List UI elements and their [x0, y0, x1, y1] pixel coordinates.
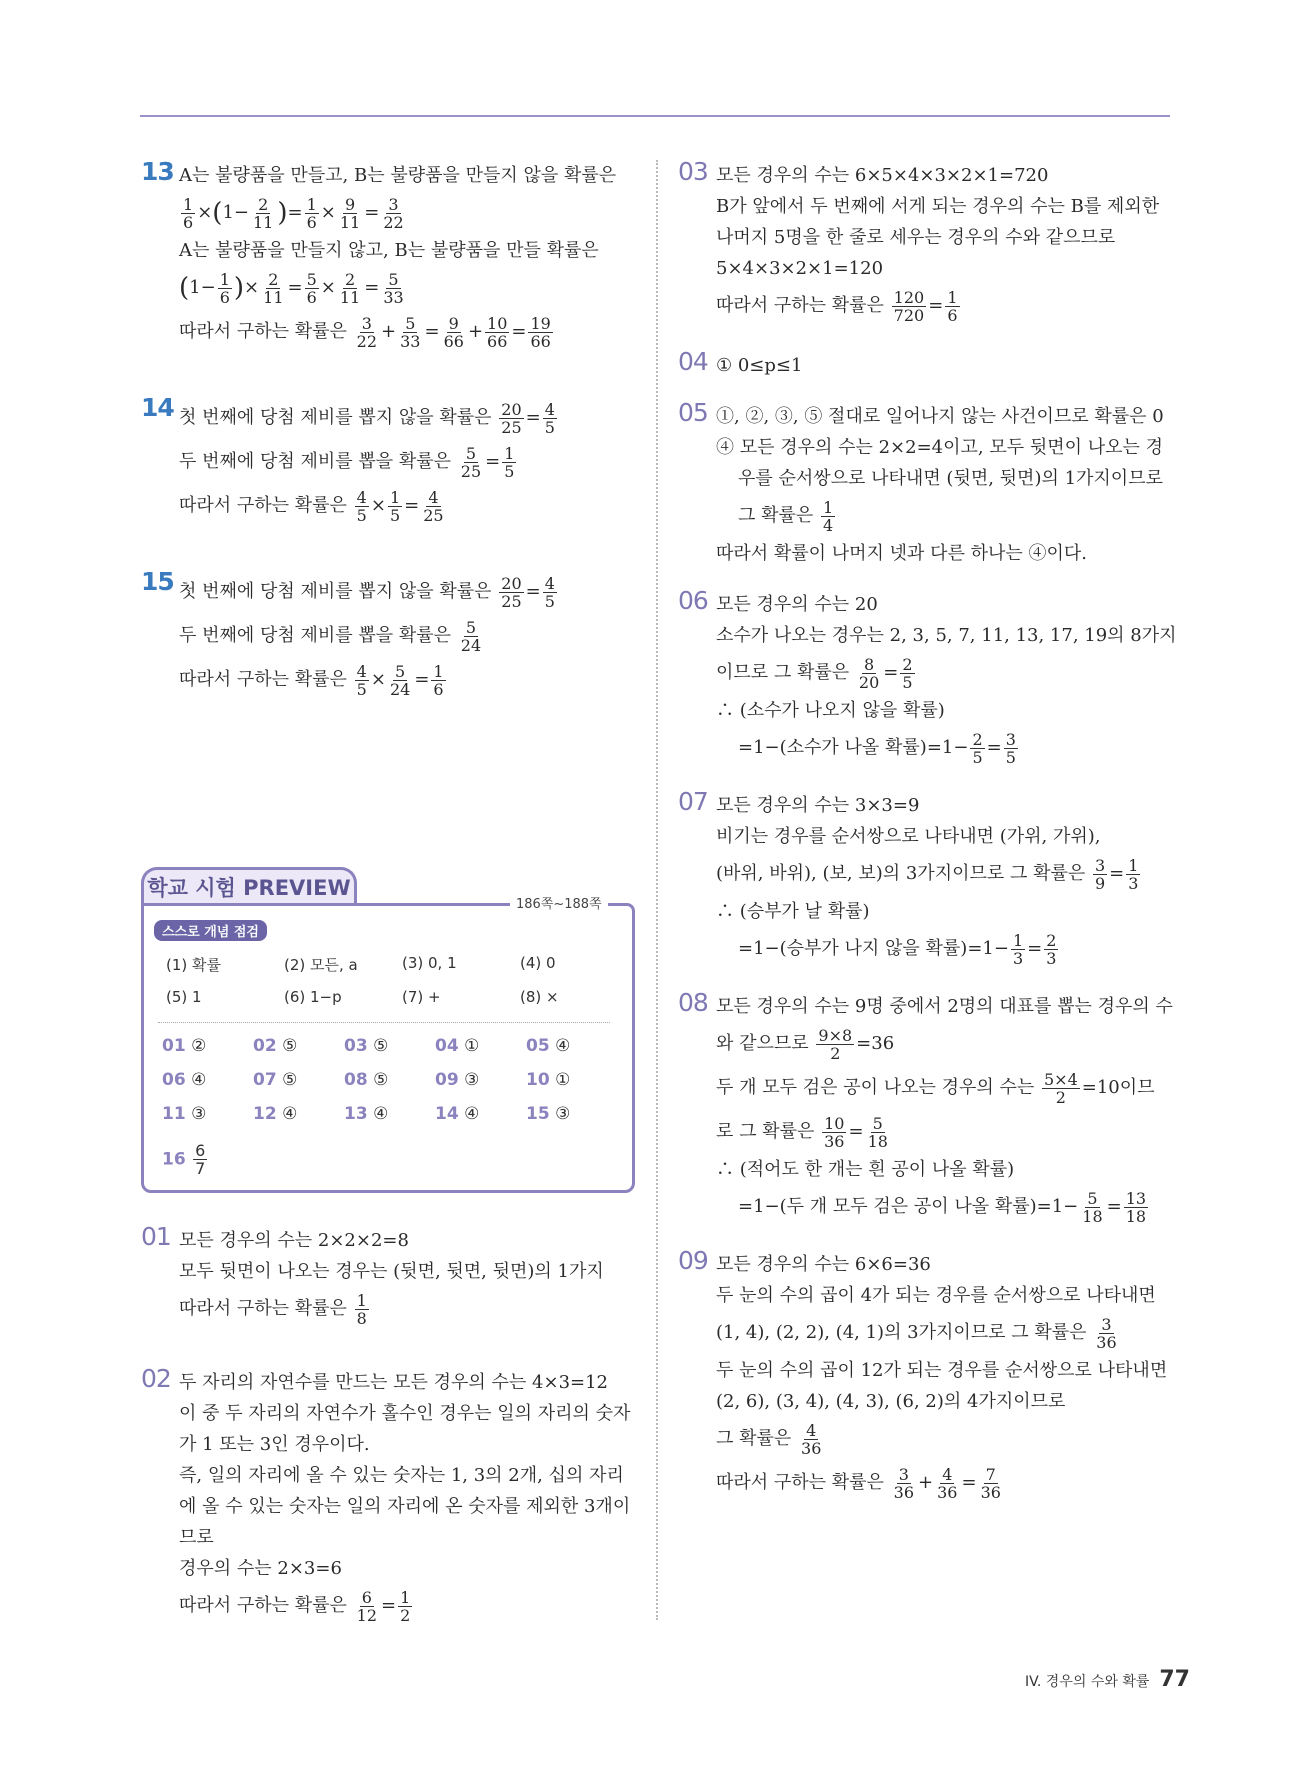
text-line: ∴ (승부가 날 확률) — [716, 901, 870, 922]
formula-line — [179, 614, 641, 658]
answer-choice: ⑤ — [282, 1036, 298, 1056]
answer-choice: ④ — [373, 1104, 389, 1124]
fraction: $\frac{5}{33}$ — [383, 269, 404, 307]
problem-07 — [678, 787, 1178, 971]
answer-number: 16 — [162, 1149, 186, 1170]
answer-number: 02 — [253, 1036, 277, 1056]
fraction: $\frac{1}{6}$ — [433, 661, 444, 699]
concept-item: (6) 1−p — [284, 988, 342, 1006]
formula-line — [716, 494, 1178, 538]
answer-number: 04 — [435, 1036, 459, 1056]
text-line: ∴ (소수가 나오지 않을 확률) — [716, 700, 945, 721]
problem-09 — [678, 1246, 1178, 1505]
text-span: 따라서 구하는 확률은 — [179, 321, 347, 342]
problem-number: 05 — [678, 398, 708, 427]
fraction: $\frac{2}{5}$ — [902, 654, 913, 692]
fraction: $\frac{10}{66}$ — [487, 313, 508, 351]
text-line: 두 자리의 자연수를 만드는 모든 경우의 수는 4×3=12 — [179, 1372, 609, 1393]
concept-item: (7) + — [402, 988, 441, 1006]
fraction: $\frac{3}{22}$ — [383, 194, 404, 232]
answer-item — [344, 1070, 388, 1090]
answer-item — [344, 1036, 388, 1056]
text-span: 그 확률은 — [716, 1428, 792, 1449]
problem-08 — [678, 988, 1178, 1229]
text-line: 므로 — [179, 1527, 214, 1548]
fraction: $\frac{3}{5}$ — [1005, 729, 1016, 767]
text-span: 따라서 구하는 확률은 — [179, 1298, 347, 1319]
text-line: 이 중 두 자리의 자연수가 홀수인 경우는 일의 자리의 숫자 — [179, 1403, 631, 1424]
fraction: $\frac{9\times 8}{2}$ — [818, 1025, 853, 1063]
answer-item — [526, 1070, 570, 1090]
fraction: $\frac{3}{9}$ — [1094, 855, 1106, 893]
concept-item: (5) 1 — [166, 988, 202, 1006]
fraction: $\frac{5}{25}$ — [460, 443, 482, 481]
answer-choice: ③ — [191, 1104, 207, 1124]
text-line: A는 불량품을 만들지 않고, B는 불량품을 만들 확률은 — [179, 240, 599, 261]
concept-item: (1) 확률 — [166, 956, 221, 974]
text-span: =1−(두 개 모두 검은 공이 나올 확률)=1− — [738, 1196, 1079, 1217]
text-line: ①, ②, ③, ⑤ 절대로 일어나지 않는 사건이므로 확률은 0 — [716, 406, 1164, 427]
fraction: $\frac{1}{6}$ — [219, 269, 230, 307]
problem-05 — [678, 398, 1178, 569]
concept-item: (4) 0 — [520, 954, 556, 972]
text-line: 두 눈의 수의 곱이 4가 되는 경우를 순서쌍으로 나타내면 — [716, 1285, 1156, 1306]
text-line: 가 1 또는 3인 경우이다. — [179, 1434, 370, 1455]
fraction: $\frac{120}{720}$ — [893, 287, 925, 325]
problem-number: 15 — [141, 567, 174, 596]
fraction: $\frac{7}{36}$ — [980, 1464, 1001, 1502]
text-span: =36 — [856, 1033, 895, 1054]
fraction: $\frac{4}{5}$ — [544, 399, 555, 437]
text-line: 소수가 나오는 경우는 2, 3, 5, 7, 11, 13, 17, 19의 8가지 — [716, 625, 1177, 646]
fraction: $\frac{9}{11}$ — [339, 194, 361, 232]
text-span: 두 번째에 당첨 제비를 뽑을 확률은 — [179, 625, 452, 646]
answer-number: 03 — [344, 1036, 368, 1056]
answer-number: 01 — [162, 1036, 186, 1056]
answer-item — [435, 1104, 479, 1124]
formula-line: 로 그 확률은 $\frac{10}{36}$ = $\frac{5}{18}$ — [716, 1113, 888, 1151]
formula-line: (바위, 바위), (보, 보)의 3가지이므로 그 확률은 $\frac{3}{9}$ = $\frac{1}{3}$ — [716, 855, 1139, 893]
answer-choice: ④ — [555, 1036, 571, 1056]
text-line: 모든 경우의 수는 2×2×2=8 — [179, 1230, 409, 1251]
answer-number: 13 — [344, 1104, 368, 1124]
header-rule — [140, 115, 1170, 117]
answer-choice: ① — [464, 1036, 480, 1056]
answer-number: 14 — [435, 1104, 459, 1124]
page-footer — [1025, 1667, 1190, 1692]
formula-line: 따라서 구하는 확률은 $\frac{3}{36}$ + $\frac{4}{36}$ = $\frac{7}{36}$ — [716, 1464, 1001, 1502]
fraction: $\frac{2}{11}$ — [252, 194, 274, 232]
formula-line: 따라서 구하는 확률은 $\frac{3}{22}$ + $\frac{5}{33}$ = $\frac{9}{66}$ + $\frac{10}{66}$ = $\frac{19}{66}$ — [179, 313, 551, 351]
preview-title: 학교 시험 PREVIEW — [141, 867, 357, 904]
text-span: 따라서 구하는 확률은 — [716, 295, 884, 316]
text-span: (1, 4), (2, 2), (4, 1)의 3가지이므로 그 확률은 — [716, 1322, 1087, 1343]
answer-item — [162, 1036, 206, 1056]
text-line: 모든 경우의 수는 3×3=9 — [716, 795, 920, 816]
answer-number: 12 — [253, 1104, 277, 1124]
answer-choice: ⑤ — [282, 1070, 298, 1090]
answer-item — [435, 1036, 479, 1056]
answer-choice: ③ — [464, 1070, 480, 1090]
answer-number: 06 — [162, 1070, 186, 1090]
formula-line: 따라서 구하는 확률은 $\frac{4}{5}$ × $\frac{5}{24}$ = $\frac{1}{6}$ — [179, 661, 444, 699]
fraction: $\frac{1}{6}$ — [947, 287, 958, 325]
problem-06 — [678, 586, 1178, 770]
text-line: 에 올 수 있는 숫자는 일의 자리에 온 숫자를 제외한 3개이 — [179, 1496, 631, 1517]
fraction: $\frac{2}{3}$ — [1046, 930, 1057, 968]
answer-item — [526, 1104, 570, 1124]
section-title: IV. 경우의 수와 확률 — [1025, 1674, 1150, 1690]
fraction: $\frac{2}{11}$ — [339, 269, 361, 307]
fraction: $\frac{1}{2}$ — [400, 1587, 411, 1625]
problem-04 — [678, 347, 1178, 381]
problem-number: 03 — [678, 157, 708, 186]
formula-line — [716, 1066, 1178, 1110]
answer-choice: ⑤ — [373, 1036, 389, 1056]
preview-subtitle: 스스로 개념 점검 — [154, 920, 267, 941]
answer-choice: ⑤ — [373, 1070, 389, 1090]
formula-line: 두 번째에 당첨 제비를 뽑을 확률은 $\frac{5}{25}$ = $\frac{1}{5}$ — [179, 443, 515, 481]
problem-number: 07 — [678, 787, 708, 816]
problem-15 — [141, 567, 641, 702]
fraction: $\frac{10}{36}$ — [824, 1113, 845, 1151]
text-line: 비기는 경우를 순서쌍으로 나타내면 (가위, 가위), — [716, 826, 1101, 847]
fraction: $\frac{3}{36}$ — [893, 1464, 915, 1502]
text-span: 와 같으므로 — [716, 1033, 809, 1054]
fraction: $\frac{4}{5}$ — [356, 661, 367, 699]
fraction: $\frac{6}{12}$ — [356, 1587, 378, 1625]
right-column — [678, 157, 1178, 1505]
formula-line: (1− $\frac{1}{6}$ )× $\frac{2}{11}$ = $\frac{5}{6}$ × $\frac{2}{11}$ = $\frac{5}{33}$ — [179, 269, 404, 307]
problem-number: 04 — [678, 347, 708, 376]
fraction: $\frac{4}{25}$ — [423, 487, 444, 525]
formula-line — [716, 1417, 1178, 1461]
text-span: 따라서 구하는 확률은 — [179, 669, 347, 690]
preview-box — [141, 903, 635, 1193]
answer-item — [526, 1036, 570, 1056]
concept-item: (3) 0, 1 — [402, 954, 457, 972]
problem-number: 06 — [678, 586, 708, 615]
problem-03 — [678, 157, 1178, 328]
text-span: 두 개 모두 검은 공이 나오는 경우의 수는 — [716, 1077, 1035, 1098]
answer-choice: ④ — [282, 1104, 298, 1124]
formula-line: =1−(두 개 모두 검은 공이 나올 확률)=1− $\frac{5}{18}$ = $\frac{13}{18}$ — [738, 1188, 1147, 1226]
fraction: $\frac{5}{18}$ — [1082, 1188, 1103, 1226]
fraction: $\frac{3}{36}$ — [1096, 1314, 1117, 1352]
answer-number: 07 — [253, 1070, 277, 1090]
fraction: $\frac{4}{36}$ — [801, 1420, 822, 1458]
text-line: 5×4×3×2×1=120 — [716, 258, 884, 279]
text-span: 로 그 확률은 — [716, 1121, 815, 1142]
fraction: $\frac{1}{5}$ — [389, 487, 401, 525]
problem-number: 13 — [141, 157, 174, 186]
answer-choice: ③ — [555, 1104, 571, 1124]
concept-item: (8) × — [520, 988, 559, 1006]
text-span: 따라서 구하는 확률은 — [179, 495, 347, 516]
problem-number: 01 — [141, 1222, 171, 1251]
fraction: $\frac{1}{3}$ — [1128, 855, 1139, 893]
problem-13 — [141, 157, 641, 354]
text-line: 따라서 확률이 나머지 넷과 다른 하나는 ④이다. — [716, 543, 1088, 564]
text-span: (바위, 바위), (보, 보)의 3가지이므로 그 확률은 — [716, 863, 1086, 884]
answer-number: 05 — [526, 1036, 550, 1056]
fraction: $\frac{1}{6}$ — [306, 194, 317, 232]
answer-number: 08 — [344, 1070, 368, 1090]
text-span: =1−(승부가 나지 않을 확률)=1− — [738, 938, 1009, 959]
text-line: 경우의 수는 2×3=6 — [179, 1558, 342, 1579]
fraction: $\frac{1}{4}$ — [823, 497, 834, 535]
answer-item — [253, 1104, 297, 1124]
text-span: 이므로 그 확률은 — [716, 662, 850, 683]
text-span: =10이므 — [1081, 1077, 1155, 1098]
fraction: $\frac{1}{6}$ — [183, 194, 194, 232]
answer-item — [435, 1070, 479, 1090]
answer-item — [162, 1104, 206, 1124]
fraction: $\frac{3}{22}$ — [356, 313, 378, 351]
fraction: $\frac{4}{36}$ — [937, 1464, 958, 1502]
fraction: $\frac{4}{5}$ — [544, 573, 555, 611]
text-line: B가 앞에서 두 번째에 서게 되는 경우의 수는 B를 제외한 — [716, 196, 1160, 217]
fraction: $\frac{5}{24}$ — [460, 617, 482, 655]
text-line: 즉, 일의 자리에 올 수 있는 숫자는 1, 3의 2개, 십의 자리 — [179, 1465, 624, 1486]
fraction: $\frac{1}{8}$ — [356, 1290, 367, 1328]
formula-line — [716, 1311, 1178, 1355]
text-line: 모든 경우의 수는 20 — [716, 594, 878, 615]
answer-choice: ④ — [191, 1070, 207, 1090]
formula-line: 이므로 그 확률은 $\frac{8}{20}$ = $\frac{2}{5}$ — [716, 654, 913, 692]
text-line: ∴ (적어도 한 개는 흰 공이 나올 확률) — [716, 1159, 1015, 1180]
answer-item — [344, 1104, 388, 1124]
concept-item: (2) 모든, a — [284, 956, 358, 974]
answer-choice: ④ — [464, 1104, 480, 1124]
problem-01 — [141, 1222, 641, 1331]
text-span: 첫 번째에 당첨 제비를 뽑지 않을 확률은 — [179, 581, 492, 602]
answer-item — [162, 1142, 209, 1177]
fraction: $\frac{8}{20}$ — [858, 654, 880, 692]
answer-choice: ① — [555, 1070, 571, 1090]
problem-number: 08 — [678, 988, 708, 1017]
answer-item — [253, 1070, 297, 1090]
column-divider — [656, 160, 658, 1620]
page-number: 77 — [1159, 1667, 1190, 1692]
dotted-separator — [158, 1022, 610, 1023]
answer-number: 15 — [526, 1104, 550, 1124]
problem-14 — [141, 393, 641, 528]
answer-item — [253, 1036, 297, 1056]
fraction: $\frac{19}{66}$ — [530, 313, 551, 351]
text-span: 따라서 구하는 확률은 — [179, 1595, 347, 1616]
fraction: $\frac{9}{66}$ — [443, 313, 464, 351]
text-span: 따라서 구하는 확률은 — [716, 1472, 884, 1493]
fraction: $\frac{5}{24}$ — [389, 661, 411, 699]
answer-item — [162, 1070, 206, 1090]
text-line: 모든 경우의 수는 9명 중에서 2명의 대표를 뽑는 경우의 수 — [716, 996, 1173, 1017]
text-line: 우를 순서쌍으로 나타내면 (뒷면, 뒷면)의 1가지이므로 — [738, 468, 1163, 489]
fraction: $\frac{20}{25}$ — [501, 573, 522, 611]
text-line: 나머지 5명을 한 줄로 세우는 경우의 수와 같으므로 — [716, 227, 1116, 248]
formula-line — [716, 1022, 1178, 1066]
preview-pages: 186쪽~188쪽 — [510, 893, 608, 912]
text-line: 모두 뒷면이 나오는 경우는 (뒷면, 뒷면, 뒷면)의 1가지 — [179, 1261, 604, 1282]
fraction: $\frac{6}{7}$ — [195, 1141, 206, 1178]
left-column-bottom — [141, 1222, 641, 1628]
text-span: 그 확률은 — [738, 505, 814, 526]
text-span: 두 번째에 당첨 제비를 뽑을 확률은 — [179, 451, 452, 472]
fraction: $\frac{2}{11}$ — [263, 269, 284, 307]
formula-line — [179, 1287, 641, 1331]
fraction: $\frac{1}{5}$ — [504, 443, 515, 481]
text-line: 두 눈의 수의 곱이 12가 되는 경우를 순서쌍으로 나타내면 — [716, 1360, 1168, 1381]
text-line: ① 0≤p≤1 — [716, 355, 803, 376]
formula-line: $\frac{1}{6}$ ×(1− $\frac{2}{11}$ )= $\frac{1}{6}$ × $\frac{9}{11}$ = $\frac{3}{22}$ — [183, 194, 404, 232]
fraction: $\frac{4}{5}$ — [356, 487, 367, 525]
text-line: (2, 6), (3, 4), (4, 3), (6, 2)의 4가지이므로 — [716, 1391, 1066, 1412]
problem-number: 09 — [678, 1246, 708, 1275]
text-span: 첫 번째에 당첨 제비를 뽑지 않을 확률은 — [179, 407, 492, 428]
fraction: $\frac{13}{18}$ — [1125, 1188, 1147, 1226]
fraction: $\frac{5}{6}$ — [306, 269, 317, 307]
formula-line: 첫 번째에 당첨 제비를 뽑지 않을 확률은 $\frac{20}{25}$ = $\frac{4}{5}$ — [179, 399, 555, 437]
text-line: 모든 경우의 수는 6×5×4×3×2×1=720 — [716, 165, 1049, 186]
text-line: 모든 경우의 수는 6×6=36 — [716, 1254, 931, 1275]
answer-number: 09 — [435, 1070, 459, 1090]
problem-number: 14 — [141, 393, 174, 422]
formula-line: =1−(소수가 나올 확률)=1− $\frac{2}{5}$ = $\frac{3}{5}$ — [738, 729, 1016, 767]
problem-02 — [141, 1364, 641, 1628]
text-line: ④ 모든 경우의 수는 2×2=4이고, 모두 뒷면이 나오는 경 — [716, 437, 1163, 458]
formula-line: =1−(승부가 나지 않을 확률)=1− $\frac{1}{3}$ = $\frac{2}{3}$ — [738, 930, 1057, 968]
text-span: =1−(소수가 나올 확률)=1− — [738, 737, 969, 758]
fraction: $\frac{5}{18}$ — [867, 1113, 888, 1151]
left-column — [141, 157, 641, 702]
fraction: $\frac{2}{5}$ — [972, 729, 983, 767]
formula-line: 따라서 구하는 확률은 $\frac{4}{5}$ × $\frac{1}{5}$ = $\frac{4}{25}$ — [179, 487, 444, 525]
fraction: $\frac{5}{33}$ — [400, 313, 421, 351]
formula-line: 첫 번째에 당첨 제비를 뽑지 않을 확률은 $\frac{20}{25}$ = $\frac{4}{5}$ — [179, 573, 555, 611]
fraction: $\frac{20}{25}$ — [501, 399, 522, 437]
formula-line: 따라서 구하는 확률은 $\frac{6}{12}$ = $\frac{1}{2}$ — [179, 1587, 411, 1625]
text-line: A는 불량품을 만들고, B는 불량품을 만들지 않을 확률은 — [179, 165, 617, 186]
fraction: $\frac{5\times 4}{2}$ — [1044, 1069, 1078, 1107]
answer-number: 10 — [526, 1070, 550, 1090]
answer-choice: ② — [191, 1036, 207, 1056]
formula-line: 따라서 구하는 확률은 $\frac{120}{720}$ = $\frac{1}{6}$ — [716, 287, 958, 325]
problem-number: 02 — [141, 1364, 171, 1393]
fraction: $\frac{1}{3}$ — [1012, 930, 1024, 968]
answer-number: 11 — [162, 1104, 186, 1124]
